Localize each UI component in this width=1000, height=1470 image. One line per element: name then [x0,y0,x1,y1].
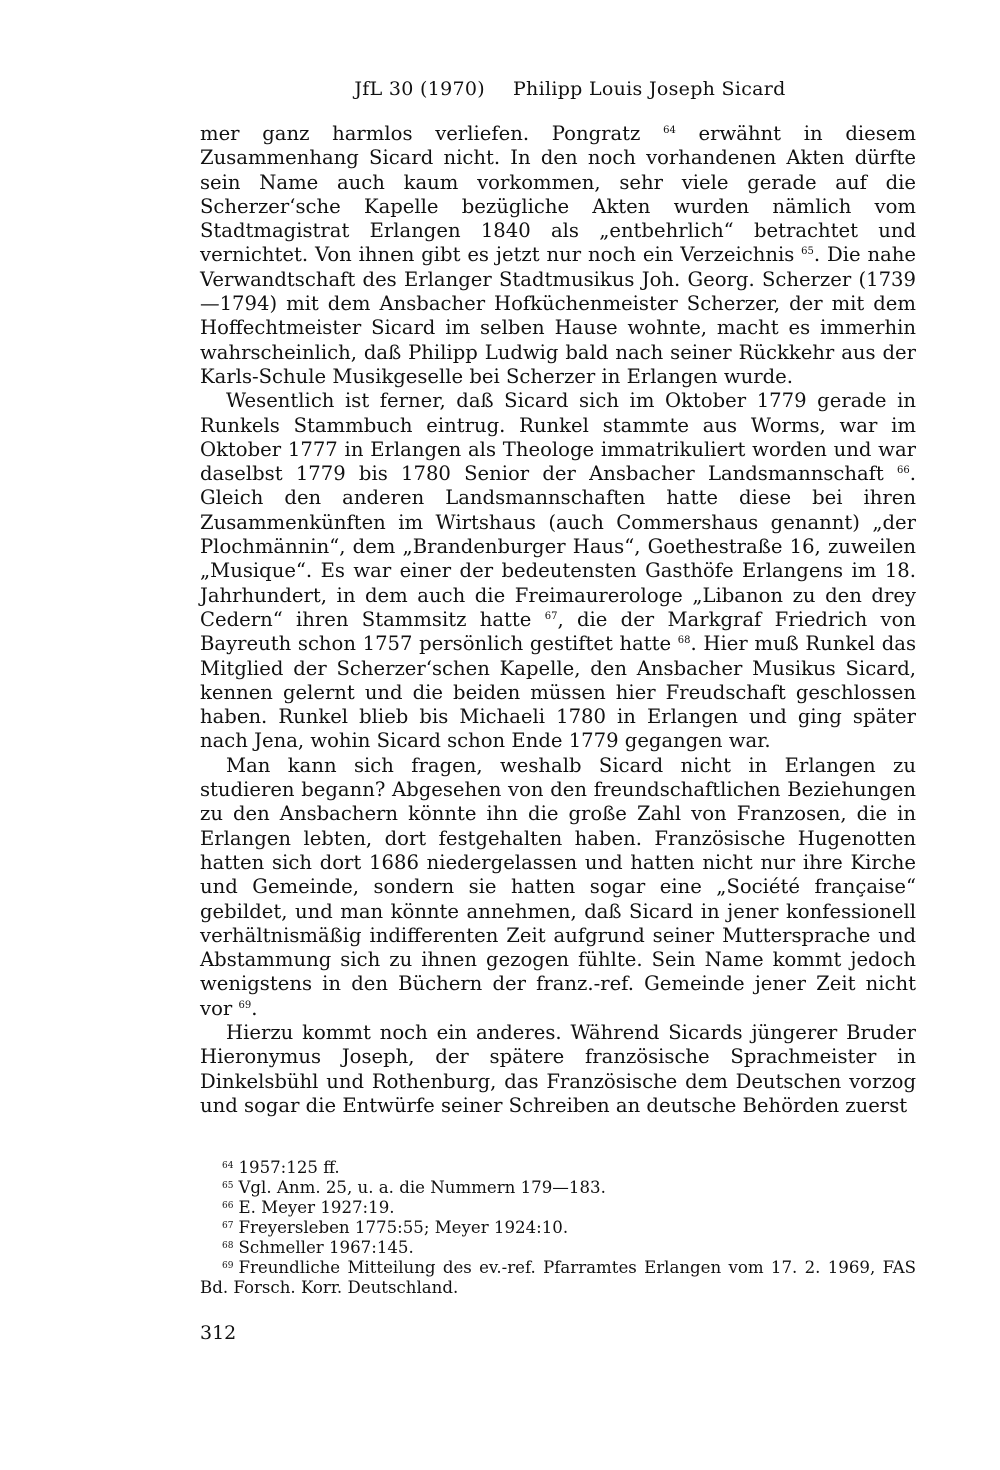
footnote-text: Freyersleben 1775:55; Meyer 1924:10. [238,1218,569,1237]
footnote-reference: 65 [801,246,814,258]
footnote-number: 65 [222,1181,234,1191]
footnote-text: 1957:125 ff. [238,1158,340,1177]
body-text [200,122,916,1118]
footnote-reference: 68 [677,635,691,647]
paragraph-text: . Gleich den anderen Landsmannschaften hatte diese bei ihren Zusammenkünften im Wirtshaus (auch Commershaus genannt) „der Plochmännin“, dem „Brandenburger Haus“, Goethestraße 16, zuweilen „Musique“. Es war einer der bedeutensten Gasthöfe Erlangens im 18. Jahrhundert, in dem auch die Freimaurerologe „Libanon zu den drey Cedern“ ihren Stammsitz hatte [200,462,916,631]
paragraph-text: Man kann sich fragen, weshalb Sicard nicht in Erlangen zu studieren begann? Abgesehen von den freundschaftlichen Beziehungen zu den Ansbachern könnte ihn die große Zahl von Franzosen, die in Erlangen lebten, dort festgehalten haben. Französische Hugenotten hatten sich dort 1686 niedergelassen und hatten nicht nur ihre Kirche und Gemeinde, sondern sie hatten sogar eine „Société française“ gebildet, und man könnte annehmen, daß Sicard in jener konfessionell verhältnismäßig indifferenten Zeit aufgrund seiner Muttersprache und Abstammung sich zu ihnen gezogen fühlte. Sein Name kommt jedoch wenigstens in den Büchern der franz.-ref. Gemeinde jener Zeit nicht vor [200,753,916,1020]
footnote [200,1258,916,1298]
footnote [200,1158,916,1178]
paragraph-text: . [251,996,258,1020]
body-paragraph [200,122,916,389]
footnote-reference: 69 [238,999,252,1011]
footnote-text: Schmeller 1967:145. [238,1238,414,1257]
footnote-text: Vgl. Anm. 25, u. a. die Nummern 179—183. [238,1178,606,1197]
footnote-number: 69 [222,1261,234,1271]
footnote-reference: 64 [663,125,676,136]
paragraph-text: . Die nahe Verwandtschaft des Erlanger Stadtmusikus Joh. Georg. Scherzer (1739—1794) mit dem Ansbacher Hofküchenmeister Scherzer, der mit dem Hoffechtmeister Sicard im selben Hause wohnte, macht es immerhin wahrscheinlich, daß Philipp Ludwig bald nach seiner Rückkehr aus der Karls-Schule Musikgeselle bei Scherzer in Erlangen wurde. [200,243,916,388]
article-title: Philipp Louis Joseph Sicard [512,78,786,100]
footnote-number: 64 [222,1161,234,1171]
body-paragraph [200,754,916,1021]
journal-citation: JfL 30 (1970) [354,78,485,100]
footnote-reference: 67 [544,610,558,622]
footnote-reference: 66 [897,465,910,477]
paragraph-text: , die der Markgraf Friedrich von Bayreuth schon 1757 persönlich gestiftet hatte [200,607,916,656]
footnote [200,1198,916,1218]
footnote-number: 67 [222,1221,234,1231]
body-paragraph [200,1021,916,1118]
footnote [200,1178,916,1198]
body-paragraph [200,389,916,753]
footnote-text: Freundliche Mitteilung des ev.-ref. Pfarramtes Erlangen vom 17. 2. 1969, FAS Bd. Forsch. Korr. Deutschland. [200,1258,916,1297]
paragraph-text: Hierzu kommt noch ein anderes. Während Sicards jüngerer Bruder Hieronymus Joseph, der spätere französische Sprachmeister in Dinkelsbühl und Rothenburg, das Französische dem Deutschen vorzog und sogar die Entwürfe seiner Schreiben an deutsche Behörden zuerst [200,1020,916,1117]
footnote [200,1238,916,1258]
footnote-number: 68 [222,1241,234,1251]
page-number: 312 [200,1322,237,1344]
footnotes [200,1158,916,1298]
paragraph-text: Wesentlich ist ferner, daß Sicard sich im Oktober 1779 gerade in Runkels Stammbuch eintrug. Runkel stammte aus Worms, war im Oktober 1777 in Erlangen als Theologe immatrikuliert worden und war daselbst 1779 bis 1780 Senior der Ansbacher Landsmannschaft [200,389,916,486]
paragraph-text: mer ganz harmlos verliefen. Pongratz [200,122,664,145]
paragraph-text: erwähnt in diesem Zusammenhang Sicard nicht. In den noch vorhandenen Akten dürfte sein Name auch kaum vorkommen, sehr viele gerade auf die Scherzer‘sche Kapelle bezügliche Akten wurden nämlich vom Stadtmagistrat Erlangen 1840 als „entbehrlich“ betrachtet und vernichtet. Von ihnen gibt es jetzt nur noch ein Verzeichnis [200,122,916,267]
footnote [200,1218,916,1238]
footnote-text: E. Meyer 1927:19. [238,1198,395,1217]
paragraph-text: . Hier muß Runkel das Mitglied der Scherzer‘schen Kapelle, den Ansbacher Musikus Sicard, kennen gelernt und die beiden müssen hier Freudschaft geschlossen haben. Runkel blieb bis Michaeli 1780 in Erlangen und ging später nach Jena, wohin Sicard schon Ende 1779 gegangen war. [200,632,917,753]
footnote-number: 66 [222,1201,234,1211]
running-header [230,78,910,100]
